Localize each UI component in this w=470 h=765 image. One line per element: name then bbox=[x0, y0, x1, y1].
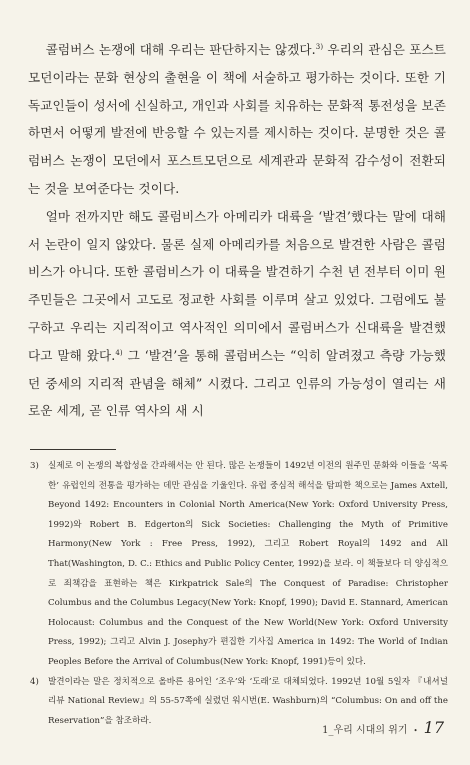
footnote-3-text: 실제로 이 논쟁의 복합성을 간과해서는 안 된다. 많은 논쟁들이 1492년 이전의 원주민 문화와 이들을 ‘목록한’ 유럽인의 전통을 평가하는 데만 관심을 기울인다. 유럽 중심적 해석을 탐피한 책으로는 James Axtell, Beyond 1492: Encounters in Colonial North America(New York: Oxford University Press, 1992)와 Robert B. Edgerton의 Sick Societies: Challenging the Myth of Primitive Harmony(New York : Free Press, 1992), 그리고 Robert Royal의 1492 and All That(Washington, D. C.: Ethics and Public Policy Center, 1992)을 보라. 이 책들보다 더 양심적으로 죄책감을 표현하는 책은 Kirkpatrick Sale의 The Conquest of Paradise: Christopher Columbus and the Columbus Legacy(New York: Knopf, 1990); David E. Stannard, American Holocaust: Columbus and the Conquest of the New World(New York: Oxford University Press, 1992); 그리고 Alvin J. Josephy가 편집한 기사집 America in 1492: The World of Indian Peoples Before the Arrival of Columbus(New York: Knopf, 1991)등이 있다. bbox=[48, 461, 448, 667]
page-number: 17 bbox=[423, 718, 444, 737]
separator-dot-icon: • bbox=[413, 727, 418, 735]
footnote-ref-3[interactable]: 3) bbox=[315, 42, 324, 51]
footnote-4-text: 발견이라는 말은 정치적으로 올바른 용어인 ‘조우’와 ‘도래’로 대체되었다. 1992년 10월 5일자 『내셔널 리뷰 National Review』의 55-57쪽에 실렸던 워시번(E. Washburn)의 “Columbus: On and off the Reservation”을 참조하라. bbox=[48, 676, 448, 726]
footnotes bbox=[30, 457, 448, 731]
footnote-divider bbox=[30, 449, 116, 450]
paragraph-1-text-a: 콜럼버스 논쟁에 대해 우리는 판단하지는 않겠다. bbox=[45, 42, 316, 57]
footnote-3 bbox=[30, 457, 448, 673]
footnote-3-number: 3) bbox=[30, 461, 39, 471]
paragraph-2 bbox=[28, 203, 446, 425]
paragraph-1 bbox=[28, 36, 446, 203]
footnote-4-number: 4) bbox=[30, 676, 39, 687]
footnote-ref-4[interactable]: 4) bbox=[115, 348, 123, 357]
main-text bbox=[28, 36, 446, 425]
paragraph-1-text-b: 우리의 관심은 포스트모던이라는 문화 현상의 출현을 이 책에 서술하고 평가하는 것이다. 또한 기독교인들이 성서에 신실하고, 개인과 사회를 치유하는 문화적 통전성을 보존하면서 어떻게 발전에 반응할 수 있는지를 제시하는 것이다. 분명한 것은 콜럼버스 논쟁이 모던에서 포스트모던으로 세계관과 문화적 감수성이 전환되는 것을 보여준다는 것이다. bbox=[28, 42, 447, 196]
page-footer bbox=[322, 718, 444, 737]
running-title: 1_우리 시대의 위기 bbox=[322, 725, 408, 736]
paragraph-2-text-b: 그 ‘발견’을 통해 콜럼버스는 “익히 알려졌고 측량 가능했던 중세의 지리적 관념을 해체” 시켰다. 그리고 인류의 가능성이 열리는 새로운 세계, 곧 인류 역사의 새 시 bbox=[28, 347, 446, 419]
paragraph-2-text-a: 얼마 전까지만 해도 콜럼비스가 아메리카 대륙을 ‘발견’했다는 말에 대해서 논란이 일지 않았다. 물론 실제 아메리카를 처음으로 발견한 사람은 콜럼비스가 아니다. 또한 콜럼비스가 이 대륙을 발견하기 수천 년 전부터 이미 원주민들은 그곳에서 고도로 정교한 사회를 이루며 살고 있었다. 그럼에도 불구하고 우리는 지리적이고 역사적인 의미에서 콜럼버스가 신대륙을 발견했다고 말해 왔다. bbox=[28, 208, 446, 363]
